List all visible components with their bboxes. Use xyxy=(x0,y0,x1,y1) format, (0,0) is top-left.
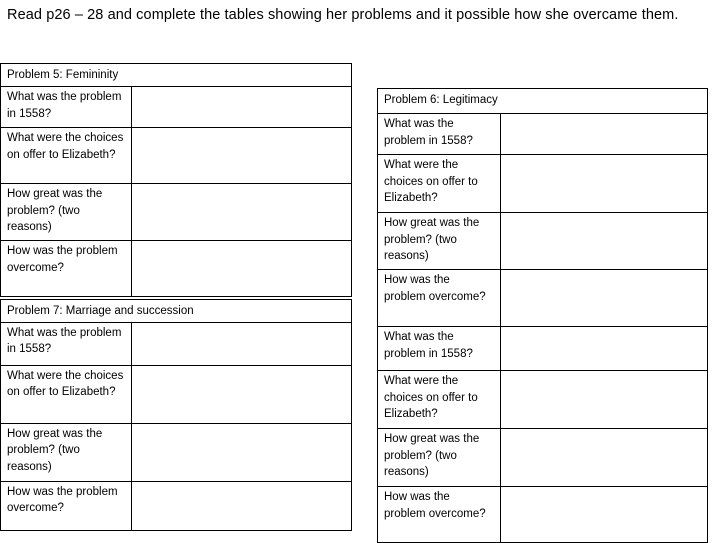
answer-cell[interactable] xyxy=(501,429,708,487)
question-problem-1558: What was the problem in 1558? xyxy=(1,322,132,365)
table-legitimacy xyxy=(377,88,708,543)
answer-cell[interactable] xyxy=(501,270,708,327)
answer-cell[interactable] xyxy=(501,114,708,155)
table-femininity xyxy=(0,63,352,297)
answer-cell[interactable] xyxy=(132,241,352,297)
answer-cell[interactable] xyxy=(132,184,352,241)
question-problem-1558: What was the problem in 1558? xyxy=(378,114,501,155)
answer-cell[interactable] xyxy=(501,213,708,270)
question-problem-1558: What was the problem in 1558? xyxy=(378,327,501,371)
answer-cell[interactable] xyxy=(501,487,708,543)
table-title: Problem 5: Femininity xyxy=(1,64,352,87)
question-choices: What were the choices on offer to Elizabeth? xyxy=(1,365,132,423)
question-overcome: How was the problem overcome? xyxy=(1,241,132,297)
question-how-great: How great was the problem? (two reasons) xyxy=(378,213,501,270)
question-choices: What were the choices on offer to Elizabeth? xyxy=(378,371,501,429)
question-choices: What were the choices on offer to Elizabeth? xyxy=(1,128,132,184)
question-overcome: How was the problem overcome? xyxy=(378,487,501,543)
question-problem-1558: What was the problem in 1558? xyxy=(1,87,132,128)
instructions: Read p26 – 28 and complete the tables showing her problems and it possible how she overcame them. xyxy=(7,7,679,23)
question-how-great: How great was the problem? (two reasons) xyxy=(378,429,501,487)
question-overcome: How was the problem overcome? xyxy=(1,481,132,530)
question-how-great: How great was the problem? (two reasons) xyxy=(1,423,132,481)
table-title: Problem 6: Legitimacy xyxy=(378,89,708,114)
table-marriage-succession xyxy=(0,299,352,531)
answer-cell[interactable] xyxy=(501,327,708,371)
question-overcome: How was the problem overcome? xyxy=(378,270,501,327)
answer-cell[interactable] xyxy=(132,481,352,530)
table-title: Problem 7: Marriage and succession xyxy=(1,300,352,323)
answer-cell[interactable] xyxy=(132,322,352,365)
answer-cell[interactable] xyxy=(132,87,352,128)
answer-cell[interactable] xyxy=(501,371,708,429)
answer-cell[interactable] xyxy=(501,155,708,213)
answer-cell[interactable] xyxy=(132,365,352,423)
question-choices: What were the choices on offer to Elizabeth? xyxy=(378,155,501,213)
answer-cell[interactable] xyxy=(132,423,352,481)
question-how-great: How great was the problem? (two reasons) xyxy=(1,184,132,241)
answer-cell[interactable] xyxy=(132,128,352,184)
